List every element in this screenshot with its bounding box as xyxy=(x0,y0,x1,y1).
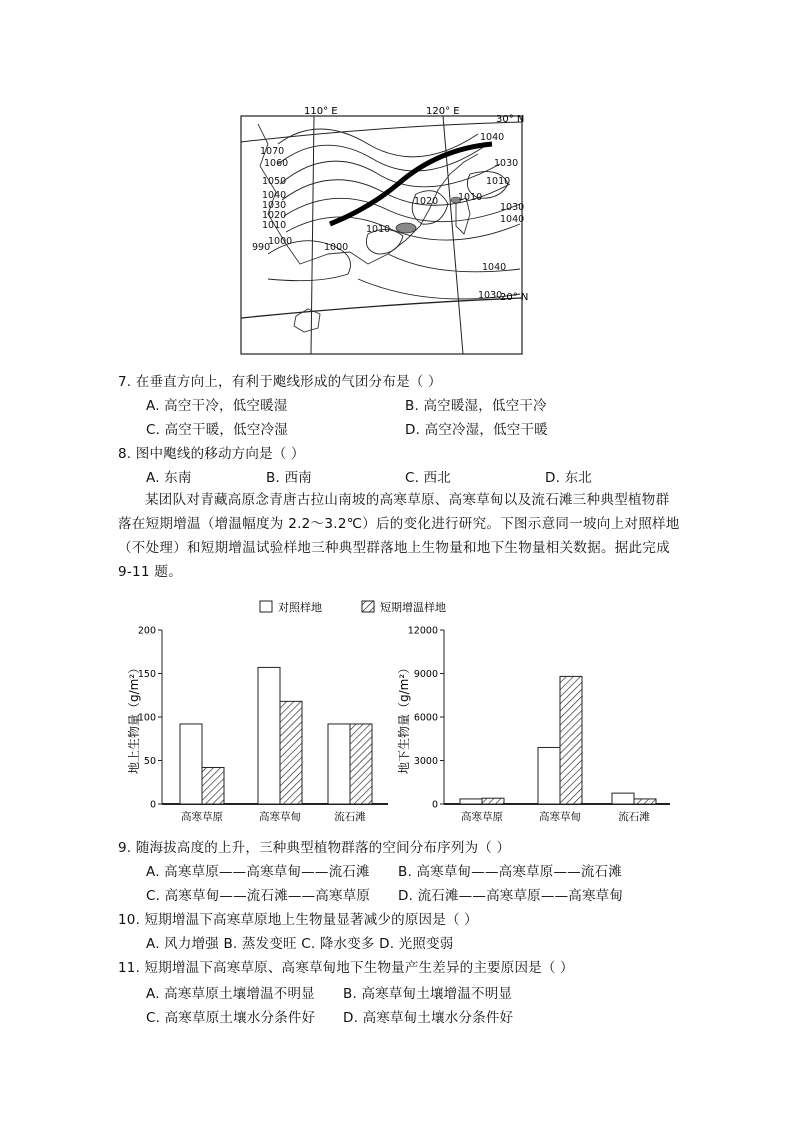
question-10-options[interactable]: A. 风力增强 B. 蒸发变旺 C. 降水变多 D. 光照变弱 xyxy=(146,936,454,952)
question-9-option-d[interactable]: D. 流石滩——高寒草原——高寒草甸 xyxy=(398,888,624,904)
chart1-y-tick-label: 50 xyxy=(143,756,156,767)
question-8-option-b[interactable]: B. 西南 xyxy=(266,470,312,486)
chart1-bar-control xyxy=(328,724,350,804)
legend-swatch-warming xyxy=(362,601,374,612)
chart1-x-tick-label: 高寒草原 xyxy=(181,811,223,823)
isobar-label: 1010 xyxy=(262,220,287,231)
question-10-stem: 10. 短期增温下高寒草原地上生物量显著减少的原因是（ ） xyxy=(118,912,478,928)
isobar-label: 1010 xyxy=(458,192,483,203)
chart2-y-tick-label: 12000 xyxy=(407,625,438,637)
question-11-option-c[interactable]: C. 高寒草原土壤水分条件好 xyxy=(146,1010,316,1026)
meridian-110 xyxy=(311,116,314,354)
chart2-bar-control xyxy=(612,793,634,804)
isobar-label: 1000 xyxy=(268,236,293,247)
chart2-bar-control xyxy=(460,799,482,804)
shaded-region-west xyxy=(396,223,416,233)
chart2-y-tick-label: 9000 xyxy=(413,669,438,680)
question-9-option-c[interactable]: C. 高寒草甸——流石滩——高寒草原 xyxy=(146,888,371,904)
legend-label-warming: 短期增温样地 xyxy=(380,601,446,614)
isobar-label: 990 xyxy=(252,242,271,253)
chart1-bar-control xyxy=(258,667,280,804)
biomass-charts xyxy=(118,594,678,834)
isobar-label: 1020 xyxy=(414,196,439,207)
chart2-bar-warming xyxy=(560,676,582,804)
chart1-bar-warming xyxy=(280,701,302,804)
isobar-label: 1050 xyxy=(262,176,287,187)
question-9-option-a[interactable]: A. 高寒草原——高寒草甸——流石滩 xyxy=(146,864,370,880)
chart2-bar-warming xyxy=(634,799,656,804)
isobar-label: 1070 xyxy=(260,146,285,157)
question-8-option-c[interactable]: C. 西北 xyxy=(405,470,452,486)
isobar-map xyxy=(238,104,538,358)
question-7-option-b[interactable]: B. 高空暖湿，低空干冷 xyxy=(405,398,547,414)
isobar-lines xyxy=(268,129,520,299)
isobar-label: 1040 xyxy=(480,132,505,143)
chart1-bar-warming xyxy=(202,767,224,804)
chart2-y-tick-label: 6000 xyxy=(413,712,438,724)
question-9-option-b[interactable]: B. 高寒草甸——高寒草原——流石滩 xyxy=(398,864,622,880)
isobar-label: 1020 xyxy=(262,210,287,221)
isobar-label: 1030 xyxy=(478,290,503,301)
chart2-bar-warming xyxy=(482,798,504,804)
lon-label-120: 120° E xyxy=(426,106,460,117)
chart1-y-tick-label: 100 xyxy=(137,712,156,724)
chart1-bar-control xyxy=(180,724,202,804)
question-11-option-b[interactable]: B. 高寒草甸土壤增温不明显 xyxy=(343,986,513,1002)
passage-text: 某团队对青藏高原念青唐古拉山南坡的高寒草原、高寒草甸以及流石滩三种典型植物群落在短期增温（增温幅度为 2.2～3.2℃）后的变化进行研究。下图示意同一坡向上对照样地（不处理）和短期增温试验样地三种典型群落地上生物量和地下生物量相关数据。据此完成 9-11 题。 xyxy=(118,492,680,580)
chart2-bar-control xyxy=(538,747,560,804)
chart2-x-tick-label: 流石滩 xyxy=(618,811,650,823)
chart2-y-tick-label: 3000 xyxy=(413,756,438,767)
isobar-label: 1030 xyxy=(494,158,519,169)
legend-swatch-control xyxy=(260,601,272,612)
question-8-option-d[interactable]: D. 东北 xyxy=(545,470,592,486)
isobar-label: 1040 xyxy=(500,214,525,225)
isobar-label: 1030 xyxy=(262,200,287,211)
question-7-stem: 7. 在垂直方向上，有利于飑线形成的气团分布是（ ） xyxy=(118,374,442,390)
isobar-label: 1040 xyxy=(482,262,507,273)
question-11-stem: 11. 短期增温下高寒草原、高寒草甸地下生物量产生差异的主要原因是（ ） xyxy=(118,960,574,976)
chart2-y-tick-label: 0 xyxy=(431,799,438,811)
lon-label-110: 110° E xyxy=(304,106,338,117)
lat-label-30: 30° N xyxy=(496,114,525,125)
chart2-x-tick-label: 高寒草原 xyxy=(461,811,503,823)
question-7-option-d[interactable]: D. 高空冷湿，低空干暖 xyxy=(405,422,548,438)
parallel-20n xyxy=(241,298,522,318)
isobar-label: 1030 xyxy=(500,202,525,213)
isobar-label: 1010 xyxy=(366,224,391,235)
chart1-bar-warming xyxy=(350,724,372,804)
isobar-label: 1040 xyxy=(262,190,287,201)
question-7-option-a[interactable]: A. 高空干冷，低空暖湿 xyxy=(146,398,288,414)
question-9-stem: 9. 随海拔高度的上升，三种典型植物群落的空间分布序列为（ ） xyxy=(118,840,511,856)
chart1-y-tick-label: 0 xyxy=(149,799,156,811)
question-11-option-a[interactable]: A. 高寒草原土壤增温不明显 xyxy=(146,986,315,1002)
chart1-x-tick-label: 高寒草甸 xyxy=(259,811,301,823)
question-7-option-c[interactable]: C. 高空干暖，低空冷湿 xyxy=(146,422,288,438)
isobar-label: 1000 xyxy=(324,242,349,253)
question-11-option-d[interactable]: D. 高寒草甸土壤水分条件好 xyxy=(343,1010,514,1026)
chart1-x-tick-label: 流石滩 xyxy=(334,811,366,823)
chart1-y-tick-label: 150 xyxy=(137,669,156,680)
lat-label-20: 20° N xyxy=(500,292,529,303)
question-8-stem: 8. 图中飑线的移动方向是（ ） xyxy=(118,446,305,462)
legend-label-control: 对照样地 xyxy=(278,601,322,614)
chart1-y-tick-label: 200 xyxy=(137,625,156,637)
isobar-label: 1060 xyxy=(264,158,289,169)
question-8-option-a[interactable]: A. 东南 xyxy=(146,470,192,486)
chart1-y-axis-label: 地上生物量（g/m²） xyxy=(127,661,141,774)
chart2-x-tick-label: 高寒草甸 xyxy=(539,811,581,823)
isobar-label: 1010 xyxy=(486,176,511,187)
chart2-y-axis-label: 地下生物量（g/m²） xyxy=(397,661,411,774)
